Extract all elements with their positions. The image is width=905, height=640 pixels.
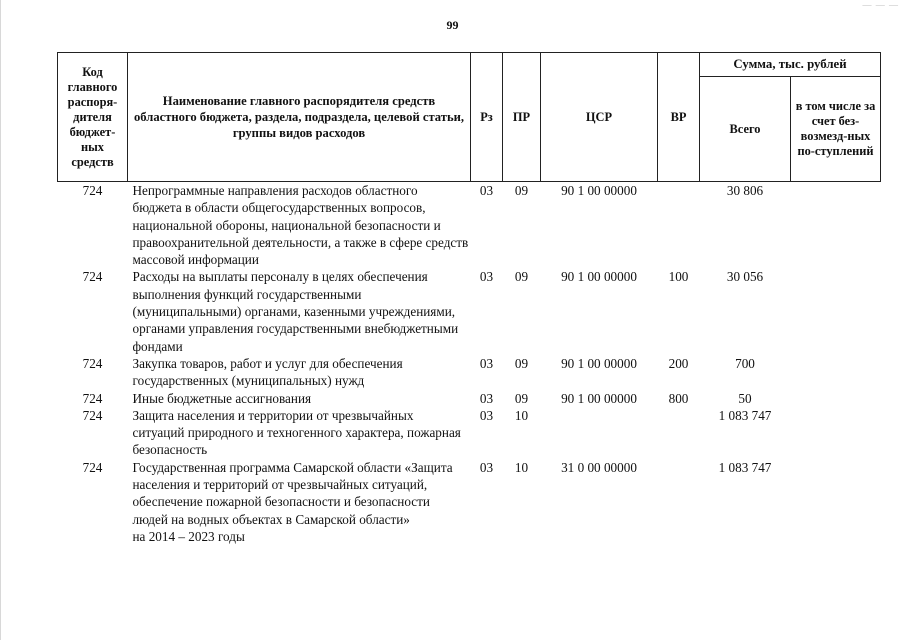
table-row <box>58 390 881 407</box>
row-code: 724 <box>82 390 103 406</box>
row-total: 1 083 747 <box>718 459 772 475</box>
budget-table <box>57 52 881 545</box>
row-vr <box>658 407 700 459</box>
scan-left-edge <box>0 0 1 640</box>
row-code: 724 <box>82 269 103 285</box>
row-total: 30 806 <box>726 183 764 198</box>
row-rz: 03 <box>479 390 494 406</box>
row-vr: 100 <box>668 269 689 285</box>
row-name-period: на 2014 – 2023 годы <box>132 528 245 544</box>
header-code: Код главного распоря-дителя бюджет-ных средств <box>58 53 128 182</box>
row-grant <box>791 182 881 268</box>
row-name: Защита населения и территории от чрезвычайных ситуаций природного и техногенного характера, пожарная безопасность <box>132 407 461 458</box>
table-row <box>58 407 881 459</box>
row-code: 724 <box>82 355 103 371</box>
row-pr: 09 <box>514 390 529 406</box>
table-row <box>58 268 881 354</box>
row-total: 1 083 747 <box>718 407 772 423</box>
row-csr: 90 1 00 00000 <box>561 390 637 406</box>
table-row <box>58 355 881 390</box>
page-number: 99 <box>446 18 459 32</box>
header-rz: Рз <box>471 53 503 182</box>
row-vr: 800 <box>668 390 689 406</box>
row-grant <box>791 355 881 390</box>
row-rz: 03 <box>479 355 494 371</box>
row-pr: 09 <box>514 183 529 198</box>
scan-corner-mark: — — — <box>862 0 899 10</box>
table-row <box>58 459 881 545</box>
row-total: 50 <box>738 390 752 406</box>
row-csr <box>541 407 658 459</box>
row-rz: 03 <box>479 269 494 285</box>
header-name: Наименование главного распорядителя средств областного бюджета, раздела, подраздела, целевой статьи, группы видов расходов <box>128 53 471 182</box>
row-grant <box>791 268 881 354</box>
row-vr: 200 <box>668 355 689 371</box>
row-pr: 09 <box>514 269 529 285</box>
row-csr: 90 1 00 00000 <box>561 355 637 371</box>
header-total: Всего <box>700 77 791 182</box>
row-total: 30 056 <box>726 269 764 285</box>
header-sum: Сумма, тыс. рублей <box>700 53 881 77</box>
row-code: 724 <box>82 459 103 475</box>
row-pr: 10 <box>514 459 529 475</box>
row-csr: 90 1 00 00000 <box>561 183 637 198</box>
table-row <box>58 182 881 268</box>
row-name: Непрограммные направления расходов областного бюджета в области общегосударственных вопросов, национальной обороны, национальной безопасности и правоохранительной деятельности, а также в сфере средств массовой информации <box>132 183 469 268</box>
row-vr <box>658 182 700 268</box>
row-grant <box>791 459 881 545</box>
row-rz: 03 <box>479 459 494 475</box>
row-name: Закупка товаров, работ и услуг для обеспечения государственных (муниципальных) нужд <box>132 355 403 389</box>
row-name-cell <box>128 459 471 545</box>
row-csr: 90 1 00 00000 <box>561 269 637 285</box>
row-total: 700 <box>735 355 755 371</box>
row-code: 724 <box>82 183 103 198</box>
header-pr: ПР <box>503 53 541 182</box>
row-name: Иные бюджетные ассигнования <box>132 390 312 406</box>
row-vr <box>658 459 700 545</box>
header-csr: ЦСР <box>541 53 658 182</box>
row-name: Государственная программа Самарской области «Защита населения и территорий от чрезвычайных ситуаций, обеспечение пожарной безопасности и безопасности людей на водных объектах в Самарской области» <box>132 459 453 527</box>
header-vr: ВР <box>658 53 700 182</box>
header-grant: в том числе за счет без-возмезд-ных по-ступлений <box>791 77 881 182</box>
row-grant <box>791 390 881 407</box>
row-name: Расходы на выплаты персоналу в целях обеспечения выполнения функций государственными (муниципальными) органами, казенными учреждениями, органами управления государственными внебюджетными фондами <box>132 269 459 354</box>
row-csr: 31 0 00 00000 <box>561 459 637 475</box>
row-rz: 03 <box>479 407 494 423</box>
row-grant <box>791 407 881 459</box>
row-code: 724 <box>82 407 103 423</box>
row-pr: 10 <box>514 407 529 423</box>
row-rz: 03 <box>479 183 494 198</box>
row-pr: 09 <box>514 355 529 371</box>
